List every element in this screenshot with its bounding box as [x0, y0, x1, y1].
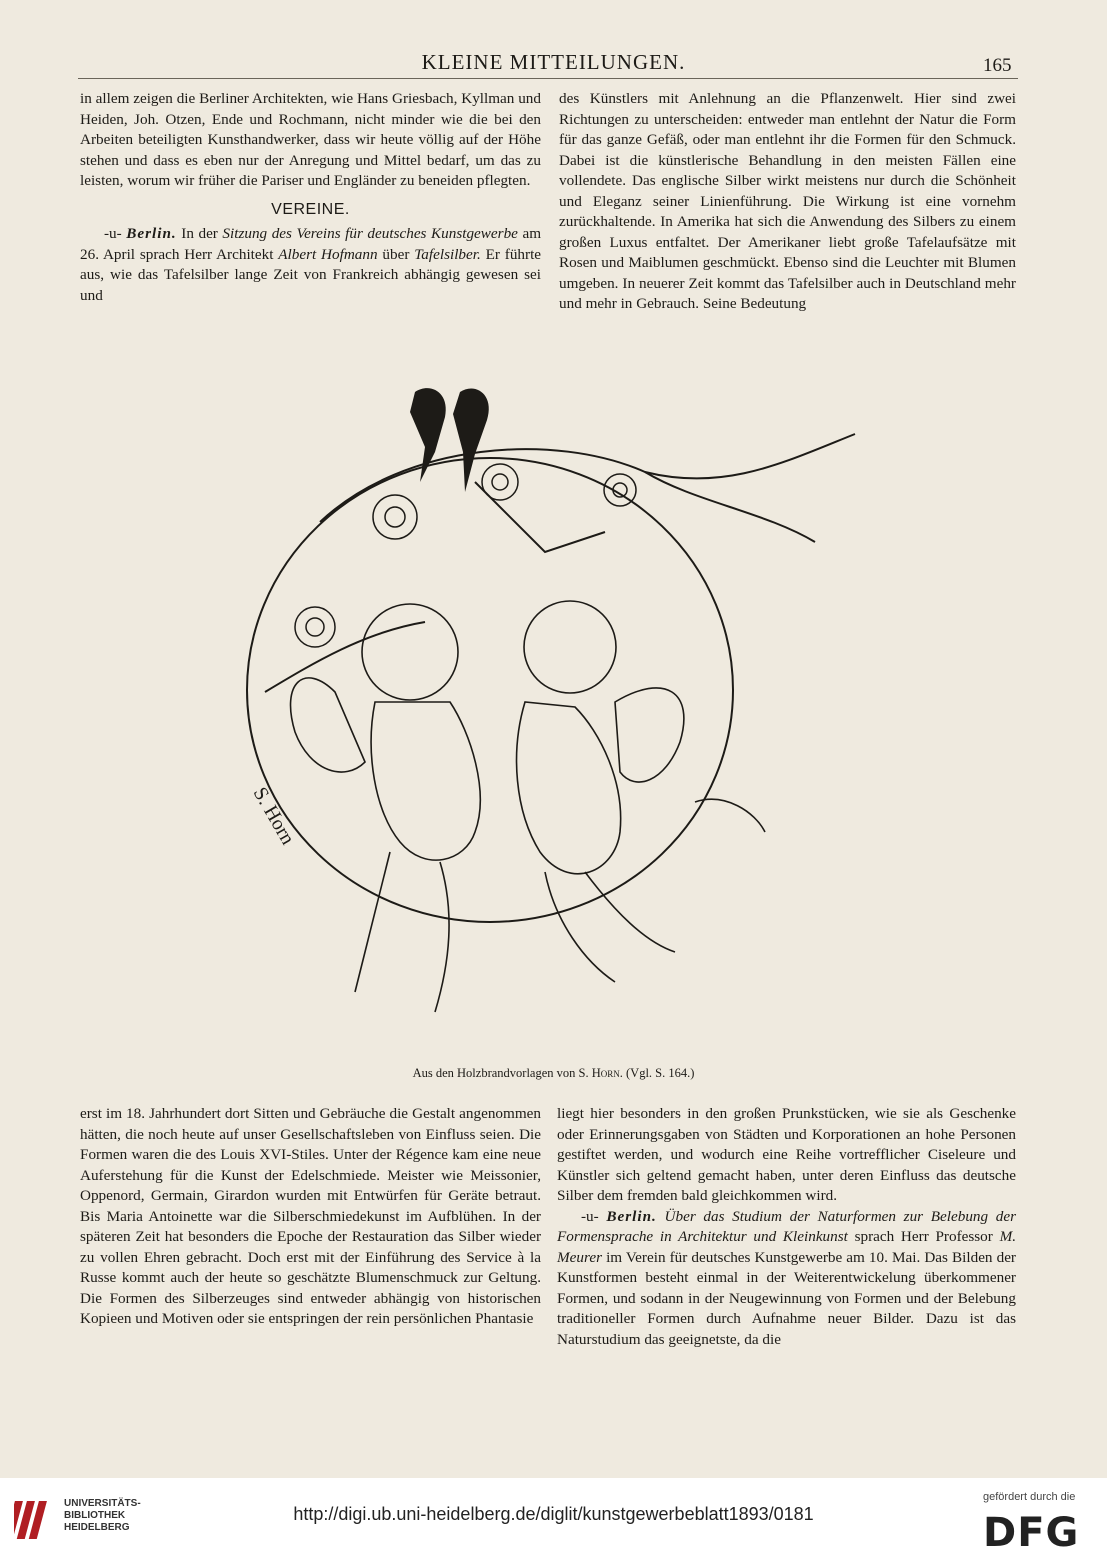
text-run: Tafelsilber.: [414, 245, 481, 263]
text-run: im Verein für deutsches Kunstgewerbe am 10. Mai. Das Bilden der Kunstformen besteht einmal in der Weiterentwickelung überkommener Formen, und sodann in der Neugewinnung von Formen und der Belebung traditioneller Formen durch Aufnahme neuer Bilder. Dazu ist das Naturstudium das geeignetste, da die: [557, 1248, 1016, 1348]
paragraph: erst im 18. Jahrhundert dort Sitten und Gebräuche die Gestalt angenommen hätten, die noch heute auf unser Gesellschaftsleben von Einfluss seien. Die Formen waren die des Louis XVI-Stiles. Unter der Régence kam eine neue Auferstehung für die Kunst der Edelschmiede. Meister wie Meissonier, Oppenord, Germain, Girardon wurden mit Entwürfen für Geräte betraut. Bis Maria Antoinette war die Silberschmiedekunst im Aufblühen. In der späteren Zeit hat besonders die Epoche der Restauration das Silber wieder zu vollen Ehren gebracht. Doch erst mit der Einführung des Service à la Russe kommt auch der heute so geschätzte Blumenschmuck zur Geltung. Die Formen des Silberzeuges sind entweder abhängig von historischen Kopieen und Motiven oder sie entspringen der rein persönlichen Phantasie: [80, 1105, 541, 1327]
section-heading: VEREINE.: [271, 200, 350, 218]
permalink-url[interactable]: http://digi.ub.uni-heidelberg.de/diglit/kunstgewerbeblatt1893/0181: [293, 1504, 814, 1524]
paragraph: in allem zeigen die Berliner Architekten, wie Hans Griesbach, Kyllman und Heiden, Joh. Otzen, Ende und Rochmann, nicht minder wie die bei den Arbeiten beteiligten Kunsthandwerker, dass wir heute völlig auf der Höhe stehen und dass es eben nur der Anregung und Mittel bedarf, um das zu leisten, worum wir früher die Pariser und Engländer zu beneiden pflegten.: [80, 90, 541, 189]
branch: [645, 472, 815, 542]
text-run: über: [382, 245, 410, 263]
library-line: BIBLIOTHEK: [64, 1510, 126, 1521]
branch: [475, 482, 605, 552]
header-rule: [78, 78, 1018, 79]
library-line: HEIDELBERG: [64, 1522, 130, 1533]
text-run: Sitzung des Vereins für deutsches Kunstgewerbe: [222, 225, 518, 242]
library-line: UNIVERSITÄTS-: [64, 1498, 141, 1509]
city-name: Berlin.: [126, 225, 177, 242]
cherubs: [291, 601, 765, 1012]
text-run: In der: [181, 225, 218, 242]
text-run: Er führte aus, wie das Tafelsilber lange Zeit von Frankreich abhängig gewesen sei und: [80, 245, 542, 304]
text-run: am 26. April sprach Herr Architekt: [80, 225, 542, 263]
author-marker: -u-: [104, 225, 122, 242]
text-run: Über das Studium der Naturformen zur Belebung der Formensprache in Architektur und Kleinkunst: [557, 1207, 1017, 1245]
caption-reference: (Vgl. S. 164.): [626, 1066, 695, 1080]
swallows: [410, 388, 489, 492]
dfg-logo: DFG: [983, 1510, 1080, 1556]
page-number: 165: [983, 55, 1012, 76]
right-column-top: [559, 89, 1016, 315]
figure-caption: [0, 1066, 1107, 1081]
roses: [295, 464, 636, 647]
caption-name: Horn.: [591, 1066, 623, 1080]
paragraph: [557, 1207, 1016, 1351]
funding-note: gefördert durch die: [983, 1491, 1076, 1503]
text-run: sprach Herr Professor: [854, 1228, 993, 1245]
paragraph: [80, 224, 541, 306]
city-name: Berlin.: [606, 1207, 657, 1225]
paragraph: liegt hier besonders in den großen Prunkstücken, wie sie als Geschenke oder Erinnerungsgaben von Städten und Korporationen an hohe Personen gestiftet werden, und wodurch eine Reihe vortrefflicher Ciseleure und Künstler sich geltend gemacht haben, unter deren Einfluss das deutsche Silber dem fremden bald gleichkommen wird.: [557, 1105, 1016, 1204]
paragraph: des Künstlers mit Anlehnung an die Pflanzenwelt. Hier sind zwei Richtungen zu unterscheiden: entweder man entlehnt der Natur die Form für das ganze Gefäß, oder man entlehnt ihr die Formen für den Schmuck. Dabei ist die künstlerische Behandlung in den meisten Fällen eine vollendete. Das englische Silber wirkt meistens nur durch die Schönheit und Eleganz seiner Linienführung. Die Wirkung ist eine vornehm zurückhaltende. In Amerika hat sich die Anwendung des Silbers zu einem großen Luxus entfaltet. Der Amerikaner liebt große Tafelaufsätze mit Rosen und Maiblumen geschmückt. Ebenso sind die Leuchter mit Blumen umgeben. In neuerer Zeit kommt das Tafelsilber auch in Deutschland mehr und mehr in Gebrauch. Seine Bedeutung: [559, 90, 1016, 312]
text-run: M. Meurer: [557, 1228, 1017, 1266]
cherub-illustration: [225, 372, 865, 1062]
left-column-bottom: [80, 1104, 541, 1330]
wreath-ring: [247, 458, 733, 922]
caption-text: Aus den Holzbrandvorlagen von S.: [412, 1066, 589, 1080]
author-marker: -u-: [581, 1207, 599, 1225]
left-column-top: [80, 89, 541, 306]
branch: [265, 622, 425, 692]
artist-signature: S. Horn: [248, 783, 299, 849]
text-run: Albert Hofmann: [278, 245, 378, 263]
right-column-bottom: [557, 1104, 1016, 1350]
running-header: KLEINE MITTEILUNGEN.: [421, 50, 686, 74]
bird: [410, 388, 446, 482]
